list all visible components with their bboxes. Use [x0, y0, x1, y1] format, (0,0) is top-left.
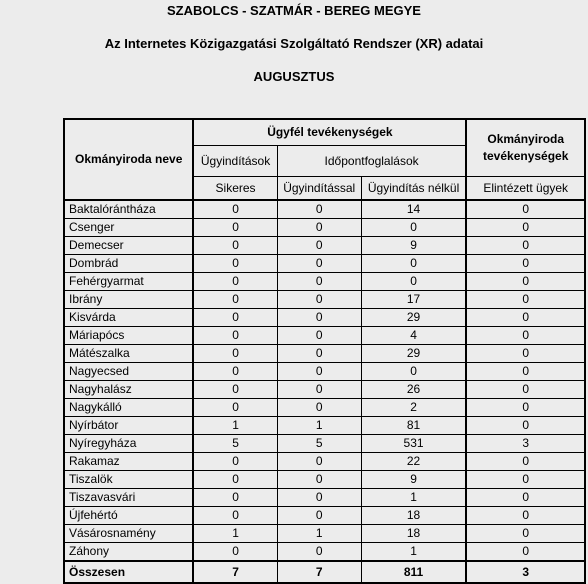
- completed-cell: 0: [466, 200, 585, 219]
- table-row: [64, 291, 585, 309]
- without-case-cell: 18: [361, 525, 466, 543]
- completed-cell: 0: [466, 345, 585, 363]
- without-case-cell: 0: [361, 255, 466, 273]
- successful-cell: 0: [193, 255, 277, 273]
- successful-cell: 0: [193, 363, 277, 381]
- completed-cell: 0: [466, 273, 585, 291]
- successful-cell: 0: [193, 200, 277, 219]
- table-row: [64, 381, 585, 399]
- completed-cell: 3: [466, 435, 585, 453]
- office-name-cell: Baktalórántháza: [64, 200, 193, 219]
- table-row: [64, 237, 585, 255]
- successful-cell: 1: [193, 525, 277, 543]
- table-row: [64, 417, 585, 435]
- table-row: [64, 255, 585, 273]
- without-case-cell: 4: [361, 327, 466, 345]
- successful-cell: 0: [193, 453, 277, 471]
- with-case-cell: 0: [277, 237, 361, 255]
- without-case-cell: 81: [361, 417, 466, 435]
- without-case-cell: 17: [361, 291, 466, 309]
- without-case-cell: 29: [361, 309, 466, 327]
- without-case-cell: 531: [361, 435, 466, 453]
- col-office-name: Okmányiroda neve: [64, 119, 193, 200]
- office-name-cell: Nagyecsed: [64, 363, 193, 381]
- without-case-cell: 1: [361, 543, 466, 562]
- total-label: Összesen: [64, 561, 193, 583]
- office-name-cell: Nyíregyháza: [64, 435, 193, 453]
- completed-cell: 0: [466, 417, 585, 435]
- month-title: AUGUSZTUS: [253, 69, 335, 84]
- successful-cell: 1: [193, 417, 277, 435]
- office-name-cell: Nagyhalász: [64, 381, 193, 399]
- sub-bookings: Időpontfoglalások: [277, 146, 466, 177]
- table-row: [64, 543, 585, 562]
- without-case-cell: 9: [361, 471, 466, 489]
- office-name-cell: Vásárosnamény: [64, 525, 193, 543]
- table-row: [64, 525, 585, 543]
- successful-cell: 0: [193, 345, 277, 363]
- office-name-cell: Mátészalka: [64, 345, 193, 363]
- with-case-cell: 5: [277, 435, 361, 453]
- statistics-table: [63, 118, 586, 584]
- table-row: [64, 453, 585, 471]
- completed-cell: 0: [466, 471, 585, 489]
- with-case-cell: 0: [277, 363, 361, 381]
- without-case-cell: 14: [361, 200, 466, 219]
- successful-cell: 0: [193, 507, 277, 525]
- table-body: [64, 200, 585, 561]
- office-name-cell: Nyírbátor: [64, 417, 193, 435]
- total-without-case: 811: [361, 561, 466, 583]
- table-row: [64, 471, 585, 489]
- col-without-case: Ügyindítás nélkül: [361, 177, 466, 201]
- with-case-cell: 0: [277, 309, 361, 327]
- without-case-cell: 2: [361, 399, 466, 417]
- col-completed: Elintézett ügyek: [466, 177, 585, 201]
- office-name-cell: Máriapócs: [64, 327, 193, 345]
- completed-cell: 0: [466, 489, 585, 507]
- completed-cell: 0: [466, 399, 585, 417]
- completed-cell: 0: [466, 381, 585, 399]
- with-case-cell: 0: [277, 453, 361, 471]
- office-name-cell: Tiszavasvári: [64, 489, 193, 507]
- successful-cell: 5: [193, 435, 277, 453]
- with-case-cell: 1: [277, 525, 361, 543]
- with-case-cell: 0: [277, 381, 361, 399]
- office-name-cell: Nagykálló: [64, 399, 193, 417]
- without-case-cell: 1: [361, 489, 466, 507]
- with-case-cell: 0: [277, 345, 361, 363]
- with-case-cell: 0: [277, 489, 361, 507]
- with-case-cell: 0: [277, 219, 361, 237]
- without-case-cell: 0: [361, 363, 466, 381]
- total-with-case: 7: [277, 561, 361, 583]
- with-case-cell: 0: [277, 399, 361, 417]
- office-name-cell: Dombrád: [64, 255, 193, 273]
- table-row: [64, 309, 585, 327]
- table-row: [64, 219, 585, 237]
- with-case-cell: 0: [277, 507, 361, 525]
- successful-cell: 0: [193, 543, 277, 562]
- table-row: [64, 327, 585, 345]
- total-completed: 3: [466, 561, 585, 583]
- without-case-cell: 9: [361, 237, 466, 255]
- completed-cell: 0: [466, 327, 585, 345]
- office-name-cell: Ibrány: [64, 291, 193, 309]
- with-case-cell: 0: [277, 471, 361, 489]
- successful-cell: 0: [193, 327, 277, 345]
- table-row: [64, 435, 585, 453]
- with-case-cell: 1: [277, 417, 361, 435]
- table-row: [64, 507, 585, 525]
- completed-cell: 0: [466, 237, 585, 255]
- table-row: [64, 363, 585, 381]
- table-row: [64, 200, 585, 219]
- completed-cell: 0: [466, 525, 585, 543]
- completed-cell: 0: [466, 363, 585, 381]
- with-case-cell: 0: [277, 200, 361, 219]
- group-office-activities: Okmányiroda tevékenységek: [466, 119, 585, 177]
- table-row: [64, 489, 585, 507]
- completed-cell: 0: [466, 255, 585, 273]
- office-name-cell: Újfehértó: [64, 507, 193, 525]
- completed-cell: 0: [466, 507, 585, 525]
- without-case-cell: 22: [361, 453, 466, 471]
- successful-cell: 0: [193, 381, 277, 399]
- without-case-cell: 0: [361, 273, 466, 291]
- with-case-cell: 0: [277, 327, 361, 345]
- successful-cell: 0: [193, 489, 277, 507]
- county-title: SZABOLCS - SZATMÁR - BEREG MEGYE: [167, 3, 421, 18]
- total-successful: 7: [193, 561, 277, 583]
- sub-case-starts: Ügyindítások: [193, 146, 277, 177]
- col-with-case: Ügyindítással: [277, 177, 361, 201]
- office-name-cell: Kisvárda: [64, 309, 193, 327]
- group-client-activities: Ügyfél tevékenységek: [193, 119, 466, 146]
- with-case-cell: 0: [277, 291, 361, 309]
- office-name-cell: Fehérgyarmat: [64, 273, 193, 291]
- without-case-cell: 18: [361, 507, 466, 525]
- without-case-cell: 29: [361, 345, 466, 363]
- successful-cell: 0: [193, 309, 277, 327]
- successful-cell: 0: [193, 237, 277, 255]
- successful-cell: 0: [193, 471, 277, 489]
- office-name-cell: Záhony: [64, 543, 193, 562]
- office-name-cell: Demecser: [64, 237, 193, 255]
- without-case-cell: 26: [361, 381, 466, 399]
- table-row: [64, 345, 585, 363]
- with-case-cell: 0: [277, 543, 361, 562]
- office-name-cell: Tiszalök: [64, 471, 193, 489]
- with-case-cell: 0: [277, 255, 361, 273]
- successful-cell: 0: [193, 219, 277, 237]
- completed-cell: 0: [466, 309, 585, 327]
- table-row: [64, 273, 585, 291]
- successful-cell: 0: [193, 291, 277, 309]
- completed-cell: 0: [466, 543, 585, 562]
- office-name-cell: Rakamaz: [64, 453, 193, 471]
- successful-cell: 0: [193, 399, 277, 417]
- completed-cell: 0: [466, 453, 585, 471]
- completed-cell: 0: [466, 219, 585, 237]
- without-case-cell: 0: [361, 219, 466, 237]
- completed-cell: 0: [466, 291, 585, 309]
- successful-cell: 0: [193, 273, 277, 291]
- with-case-cell: 0: [277, 273, 361, 291]
- col-successful: Sikeres: [193, 177, 277, 201]
- table-row: [64, 399, 585, 417]
- office-name-cell: Csenger: [64, 219, 193, 237]
- report-subtitle: Az Internetes Közigazgatási Szolgáltató Rendszer (XR) adatai: [104, 36, 484, 51]
- total-row: [64, 561, 585, 583]
